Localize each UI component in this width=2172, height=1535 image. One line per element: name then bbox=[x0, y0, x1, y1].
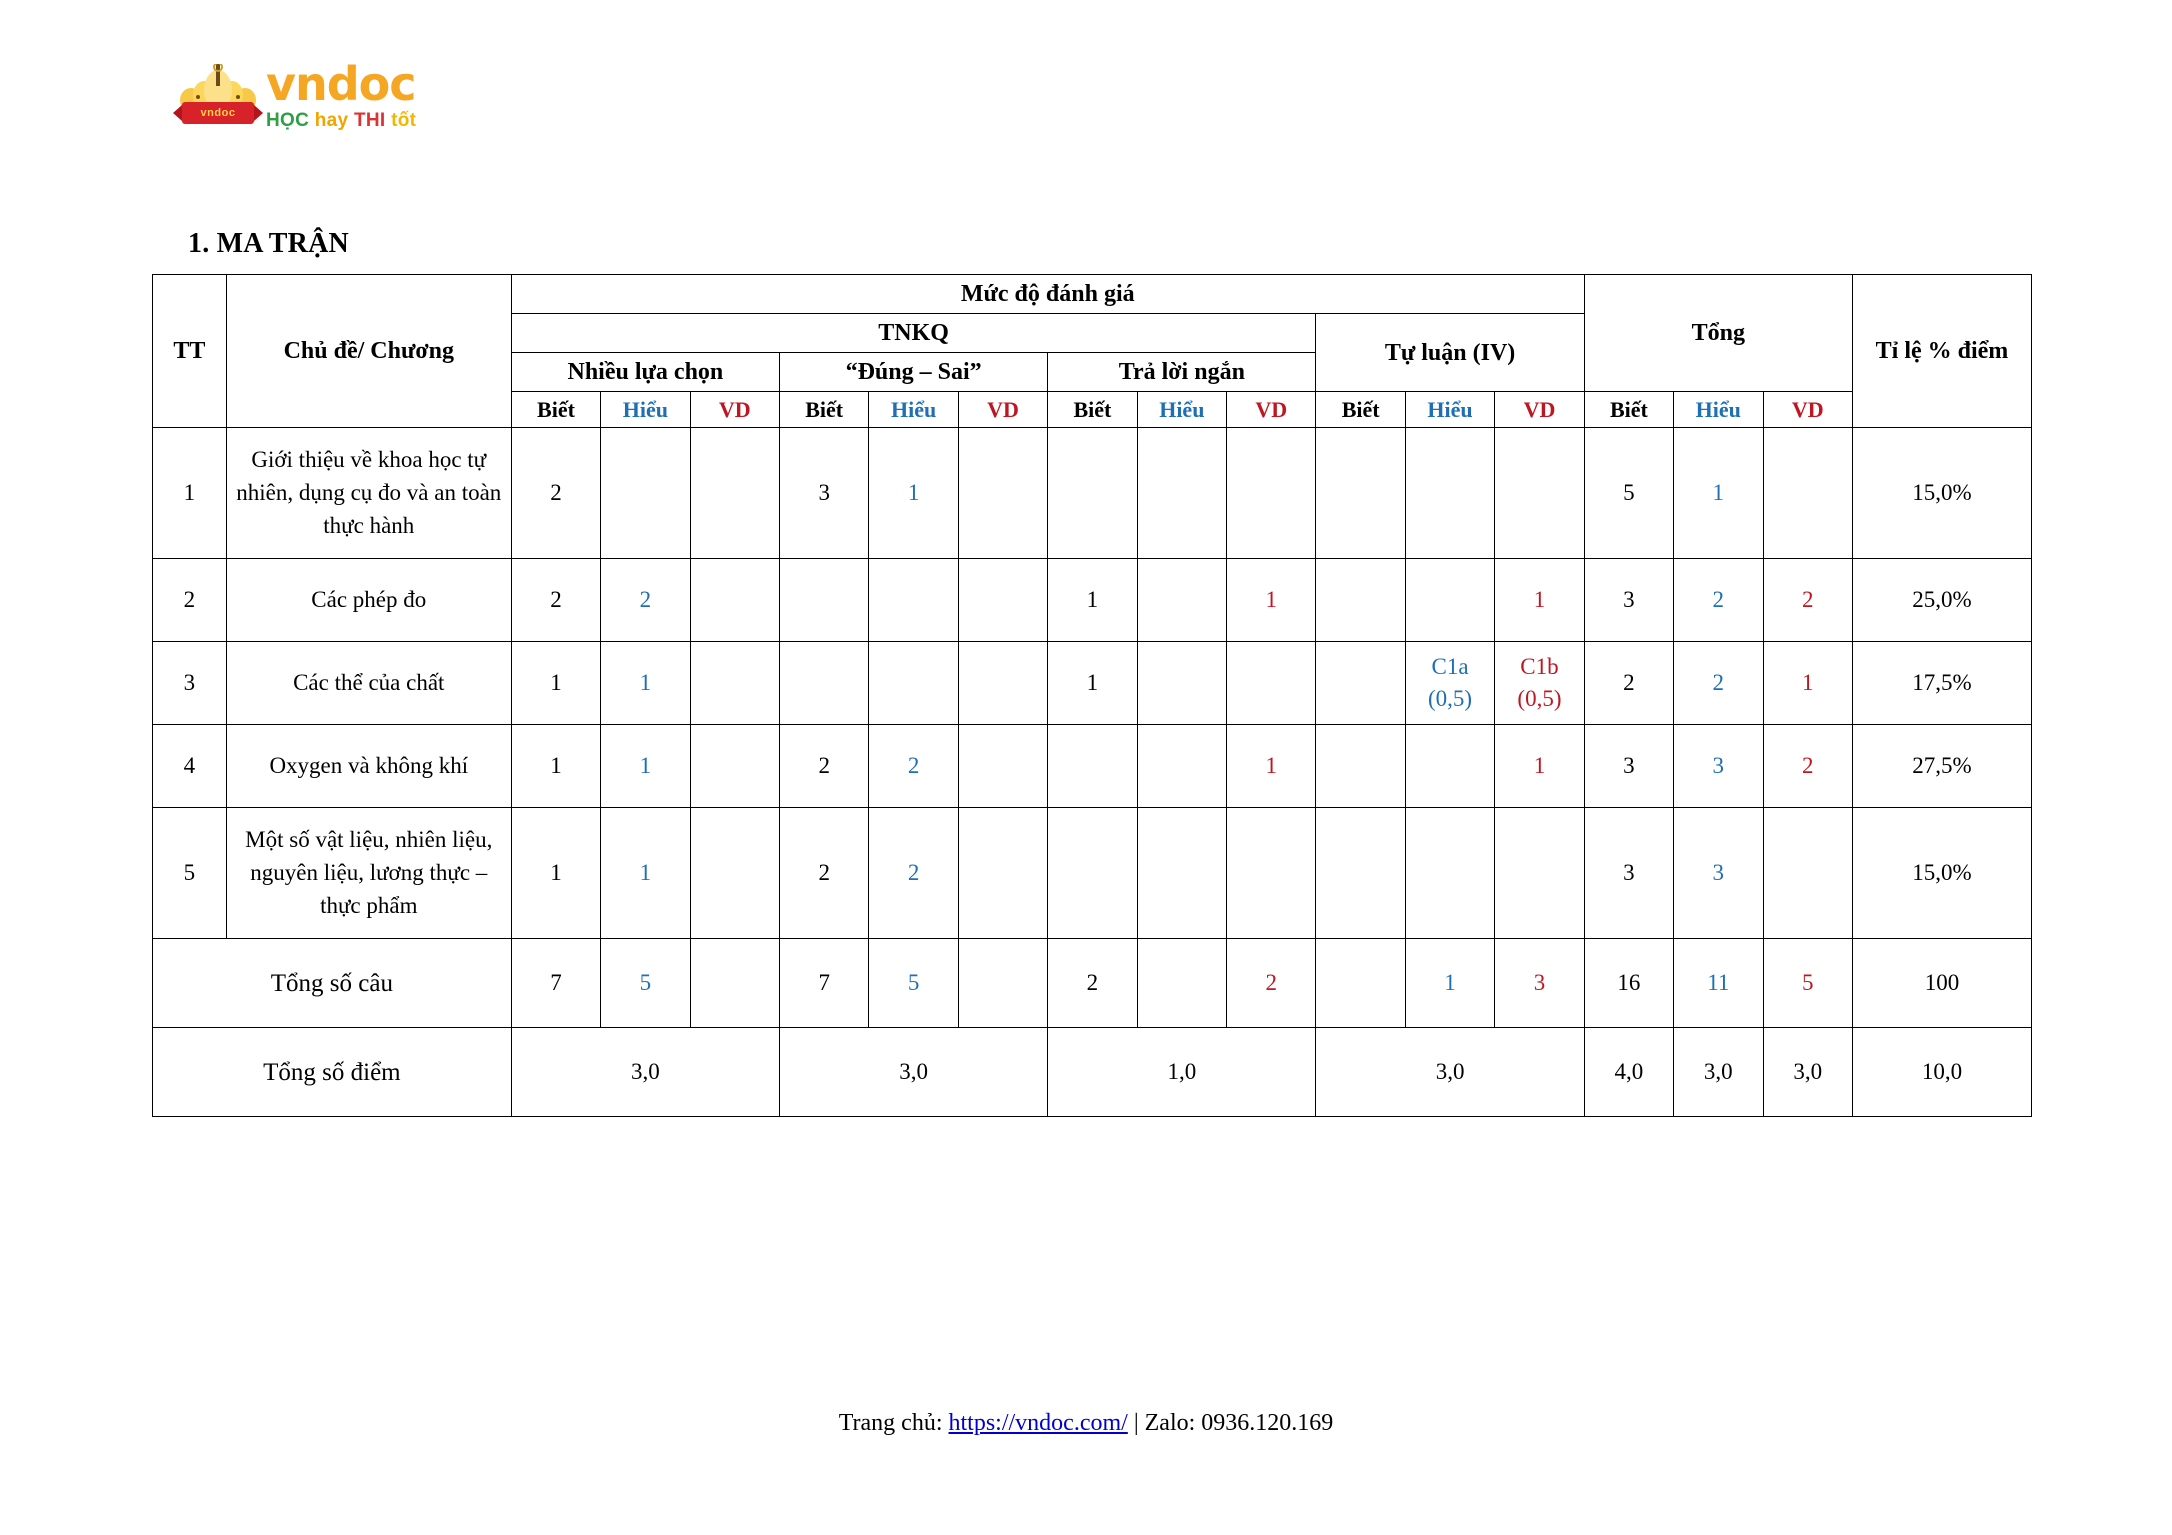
cell-tl-biet bbox=[1316, 428, 1405, 559]
cell-mc-biet: 2 bbox=[511, 559, 600, 642]
cell-ds-hieu bbox=[869, 559, 958, 642]
cell-sa-biet bbox=[1048, 725, 1137, 808]
table-row bbox=[153, 428, 2032, 559]
cell-tl-vd bbox=[1495, 808, 1584, 939]
th-level-tot-biet: Biết bbox=[1584, 392, 1673, 428]
cell-mc-biet: 1 bbox=[511, 642, 600, 725]
cell-tl-hieu bbox=[1405, 428, 1494, 559]
cell-ds-biet bbox=[780, 642, 869, 725]
cell-ds-vd bbox=[958, 725, 1047, 808]
cell-totp-percent: 10,0 bbox=[1852, 1028, 2031, 1117]
cell-totp-mc: 3,0 bbox=[511, 1028, 779, 1117]
matrix-table bbox=[152, 274, 2032, 1117]
cell-ds-hieu: 2 bbox=[869, 808, 958, 939]
cell-totq-tot-hieu: 11 bbox=[1674, 939, 1763, 1028]
cell-totq-ds-vd bbox=[958, 939, 1047, 1028]
cell-tot-biet: 3 bbox=[1584, 725, 1673, 808]
th-level-tot-vd: VD bbox=[1763, 392, 1852, 428]
cell-tot-vd: 2 bbox=[1763, 725, 1852, 808]
cell-tot-biet: 5 bbox=[1584, 428, 1673, 559]
cell-totq-ds-hieu: 5 bbox=[869, 939, 958, 1028]
table-row bbox=[153, 725, 2032, 808]
cell-totq-tot-vd: 5 bbox=[1763, 939, 1852, 1028]
cell-percent: 15,0% bbox=[1852, 808, 2031, 939]
th-level-mc-biet: Biết bbox=[511, 392, 600, 428]
cell-mc-biet: 1 bbox=[511, 725, 600, 808]
cell-totq-sa-vd: 2 bbox=[1227, 939, 1316, 1028]
th-tong: Tổng bbox=[1584, 275, 1852, 392]
cell-percent: 15,0% bbox=[1852, 428, 2031, 559]
cell-totp-sa: 1,0 bbox=[1048, 1028, 1316, 1117]
logo-text bbox=[266, 57, 417, 131]
cell-tl-biet bbox=[1316, 808, 1405, 939]
table-row bbox=[153, 808, 2032, 939]
cell-ds-biet bbox=[780, 559, 869, 642]
cell-sa-hieu bbox=[1137, 725, 1226, 808]
cell-tl-hieu bbox=[1405, 808, 1494, 939]
cell-sa-biet: 1 bbox=[1048, 559, 1137, 642]
th-level-tl-biet: Biết bbox=[1316, 392, 1405, 428]
cell-totq-tl-biet bbox=[1316, 939, 1405, 1028]
logo-mark bbox=[180, 58, 256, 130]
footer-prefix: Trang chủ: bbox=[838, 1410, 949, 1436]
cell-totp-ds: 3,0 bbox=[780, 1028, 1048, 1117]
th-level-tot-hieu: Hiểu bbox=[1674, 392, 1763, 428]
th-group-mc: Nhiều lựa chọn bbox=[511, 353, 779, 392]
logo-ribbon: vndoc bbox=[182, 102, 254, 124]
cell-mc-vd bbox=[690, 428, 779, 559]
th-level-mc-hieu: Hiểu bbox=[601, 392, 690, 428]
cell-percent: 27,5% bbox=[1852, 725, 2031, 808]
th-tt: TT bbox=[153, 275, 227, 428]
th-muc-do: Mức độ đánh giá bbox=[511, 275, 1584, 314]
th-group-sa: Trả lời ngắn bbox=[1048, 353, 1316, 392]
cell-mc-hieu: 2 bbox=[601, 559, 690, 642]
cell-ds-vd bbox=[958, 428, 1047, 559]
cell-totq-sa-hieu bbox=[1137, 939, 1226, 1028]
cell-tl-vd: 1 bbox=[1495, 725, 1584, 808]
cell-tot-hieu: 2 bbox=[1674, 559, 1763, 642]
table-row bbox=[153, 559, 2032, 642]
cell-tl-vd: 1 bbox=[1495, 559, 1584, 642]
cell-sa-biet bbox=[1048, 428, 1137, 559]
th-level-ds-biet: Biết bbox=[780, 392, 869, 428]
cell-ds-hieu: 1 bbox=[869, 428, 958, 559]
cell-totp-tot-biet: 4,0 bbox=[1584, 1028, 1673, 1117]
th-tu-luan: Tự luận (IV) bbox=[1316, 314, 1584, 392]
th-level-mc-vd: VD bbox=[690, 392, 779, 428]
th-level-tl-hieu: Hiểu bbox=[1405, 392, 1494, 428]
th-level-sa-biet: Biết bbox=[1048, 392, 1137, 428]
cell-mc-vd bbox=[690, 725, 779, 808]
cell-sa-vd: 1 bbox=[1227, 725, 1316, 808]
cell-tl-biet bbox=[1316, 725, 1405, 808]
cell-total-questions-label: Tổng số câu bbox=[153, 939, 512, 1028]
cell-topic: Giới thiệu về khoa học tự nhiên, dụng cụ đo và an toàn thực hành bbox=[226, 428, 511, 559]
tagline-part-2: THI bbox=[353, 110, 386, 131]
cell-tl-biet bbox=[1316, 559, 1405, 642]
cell-topic: Các phép đo bbox=[226, 559, 511, 642]
table-head bbox=[153, 275, 2032, 428]
tagline-part-0: HỌC bbox=[266, 110, 310, 131]
th-group-ds: “Đúng – Sai” bbox=[780, 353, 1048, 392]
tagline-part-3: tốt bbox=[391, 110, 417, 131]
cell-percent: 25,0% bbox=[1852, 559, 2031, 642]
footer-suffix: | Zalo: 0936.120.169 bbox=[1127, 1410, 1334, 1436]
cell-sa-vd bbox=[1227, 808, 1316, 939]
th-topic: Chủ đề/ Chương bbox=[226, 275, 511, 428]
th-level-ds-hieu: Hiểu bbox=[869, 392, 958, 428]
cell-topic: Một số vật liệu, nhiên liệu, nguyên liệu, lương thực – thực phẩm bbox=[226, 808, 511, 939]
cell-sa-vd bbox=[1227, 642, 1316, 725]
cell-mc-hieu: 1 bbox=[601, 725, 690, 808]
logo-tagline bbox=[266, 111, 416, 130]
tagline-part-1: hay bbox=[314, 110, 349, 131]
th-level-ds-vd: VD bbox=[958, 392, 1047, 428]
cell-row-number: 3 bbox=[153, 642, 227, 725]
cell-topic: Oxygen và không khí bbox=[226, 725, 511, 808]
total-questions-row bbox=[153, 939, 2032, 1028]
cell-tot-vd: 1 bbox=[1763, 642, 1852, 725]
cell-topic: Các thể của chất bbox=[226, 642, 511, 725]
cell-totq-ds-biet: 7 bbox=[780, 939, 869, 1028]
th-ti-le: Tỉ lệ % điểm bbox=[1852, 275, 2031, 428]
cell-tot-vd bbox=[1763, 428, 1852, 559]
cell-sa-vd bbox=[1227, 428, 1316, 559]
cell-mc-biet: 2 bbox=[511, 428, 600, 559]
cell-tot-biet: 2 bbox=[1584, 642, 1673, 725]
page-footer bbox=[0, 1410, 2172, 1437]
cell-mc-vd bbox=[690, 642, 779, 725]
cell-totp-tot-vd: 3,0 bbox=[1763, 1028, 1852, 1117]
cell-ds-hieu bbox=[869, 642, 958, 725]
footer-homepage-link[interactable]: https://vndoc.com/ bbox=[948, 1410, 1128, 1436]
cell-sa-hieu bbox=[1137, 428, 1226, 559]
cell-total-points-label: Tổng số điểm bbox=[153, 1028, 512, 1117]
cell-tot-hieu: 2 bbox=[1674, 642, 1763, 725]
cell-mc-hieu: 1 bbox=[601, 642, 690, 725]
th-tnkq: TNKQ bbox=[511, 314, 1316, 353]
cell-tot-vd bbox=[1763, 808, 1852, 939]
cell-totq-tl-hieu: 1 bbox=[1405, 939, 1494, 1028]
cell-sa-biet bbox=[1048, 808, 1137, 939]
cell-ds-biet: 2 bbox=[780, 725, 869, 808]
cell-mc-biet: 1 bbox=[511, 808, 600, 939]
cell-sa-hieu bbox=[1137, 808, 1226, 939]
cell-mc-vd bbox=[690, 808, 779, 939]
cell-sa-hieu bbox=[1137, 642, 1226, 725]
cell-tot-vd: 2 bbox=[1763, 559, 1852, 642]
cell-totq-sa-biet: 2 bbox=[1048, 939, 1137, 1028]
total-points-row bbox=[153, 1028, 2032, 1117]
cell-tl-hieu bbox=[1405, 559, 1494, 642]
cell-tot-hieu: 1 bbox=[1674, 428, 1763, 559]
cell-row-number: 2 bbox=[153, 559, 227, 642]
cell-row-number: 4 bbox=[153, 725, 227, 808]
cell-row-number: 5 bbox=[153, 808, 227, 939]
cell-ds-biet: 3 bbox=[780, 428, 869, 559]
cell-percent: 17,5% bbox=[1852, 642, 2031, 725]
cell-totq-mc-vd bbox=[690, 939, 779, 1028]
cell-tl-vd: C1b (0,5) bbox=[1495, 642, 1584, 725]
th-level-sa-vd: VD bbox=[1227, 392, 1316, 428]
cell-sa-hieu bbox=[1137, 559, 1226, 642]
cell-ds-vd bbox=[958, 642, 1047, 725]
cell-tl-hieu: C1a (0,5) bbox=[1405, 642, 1494, 725]
cell-ds-biet: 2 bbox=[780, 808, 869, 939]
cell-totq-percent: 100 bbox=[1852, 939, 2031, 1028]
cell-sa-biet: 1 bbox=[1048, 642, 1137, 725]
logo-brand: vndoc bbox=[266, 57, 416, 111]
cell-sa-vd: 1 bbox=[1227, 559, 1316, 642]
section-heading: 1. MA TRẬN bbox=[188, 228, 349, 259]
cell-tot-biet: 3 bbox=[1584, 559, 1673, 642]
cell-row-number: 1 bbox=[153, 428, 227, 559]
cell-tl-hieu bbox=[1405, 725, 1494, 808]
vndoc-logo bbox=[180, 58, 416, 130]
cell-tl-biet bbox=[1316, 642, 1405, 725]
cell-mc-vd bbox=[690, 559, 779, 642]
cell-tot-hieu: 3 bbox=[1674, 808, 1763, 939]
cell-mc-hieu: 1 bbox=[601, 808, 690, 939]
cell-totp-tl: 3,0 bbox=[1316, 1028, 1584, 1117]
cell-totq-tot-biet: 16 bbox=[1584, 939, 1673, 1028]
table-body bbox=[153, 428, 2032, 1117]
cell-tl-vd bbox=[1495, 428, 1584, 559]
cell-tot-biet: 3 bbox=[1584, 808, 1673, 939]
cell-totq-mc-biet: 7 bbox=[511, 939, 600, 1028]
cell-totq-mc-hieu: 5 bbox=[601, 939, 690, 1028]
cell-tot-hieu: 3 bbox=[1674, 725, 1763, 808]
th-level-tl-vd: VD bbox=[1495, 392, 1584, 428]
header-row-1 bbox=[153, 275, 2032, 314]
th-level-sa-hieu: Hiểu bbox=[1137, 392, 1226, 428]
table-row bbox=[153, 642, 2032, 725]
cell-totq-tl-vd: 3 bbox=[1495, 939, 1584, 1028]
cell-ds-hieu: 2 bbox=[869, 725, 958, 808]
cell-ds-vd bbox=[958, 808, 1047, 939]
cell-totp-tot-hieu: 3,0 bbox=[1674, 1028, 1763, 1117]
cell-mc-hieu bbox=[601, 428, 690, 559]
matrix-table-wrap bbox=[152, 274, 2032, 1117]
cell-ds-vd bbox=[958, 559, 1047, 642]
